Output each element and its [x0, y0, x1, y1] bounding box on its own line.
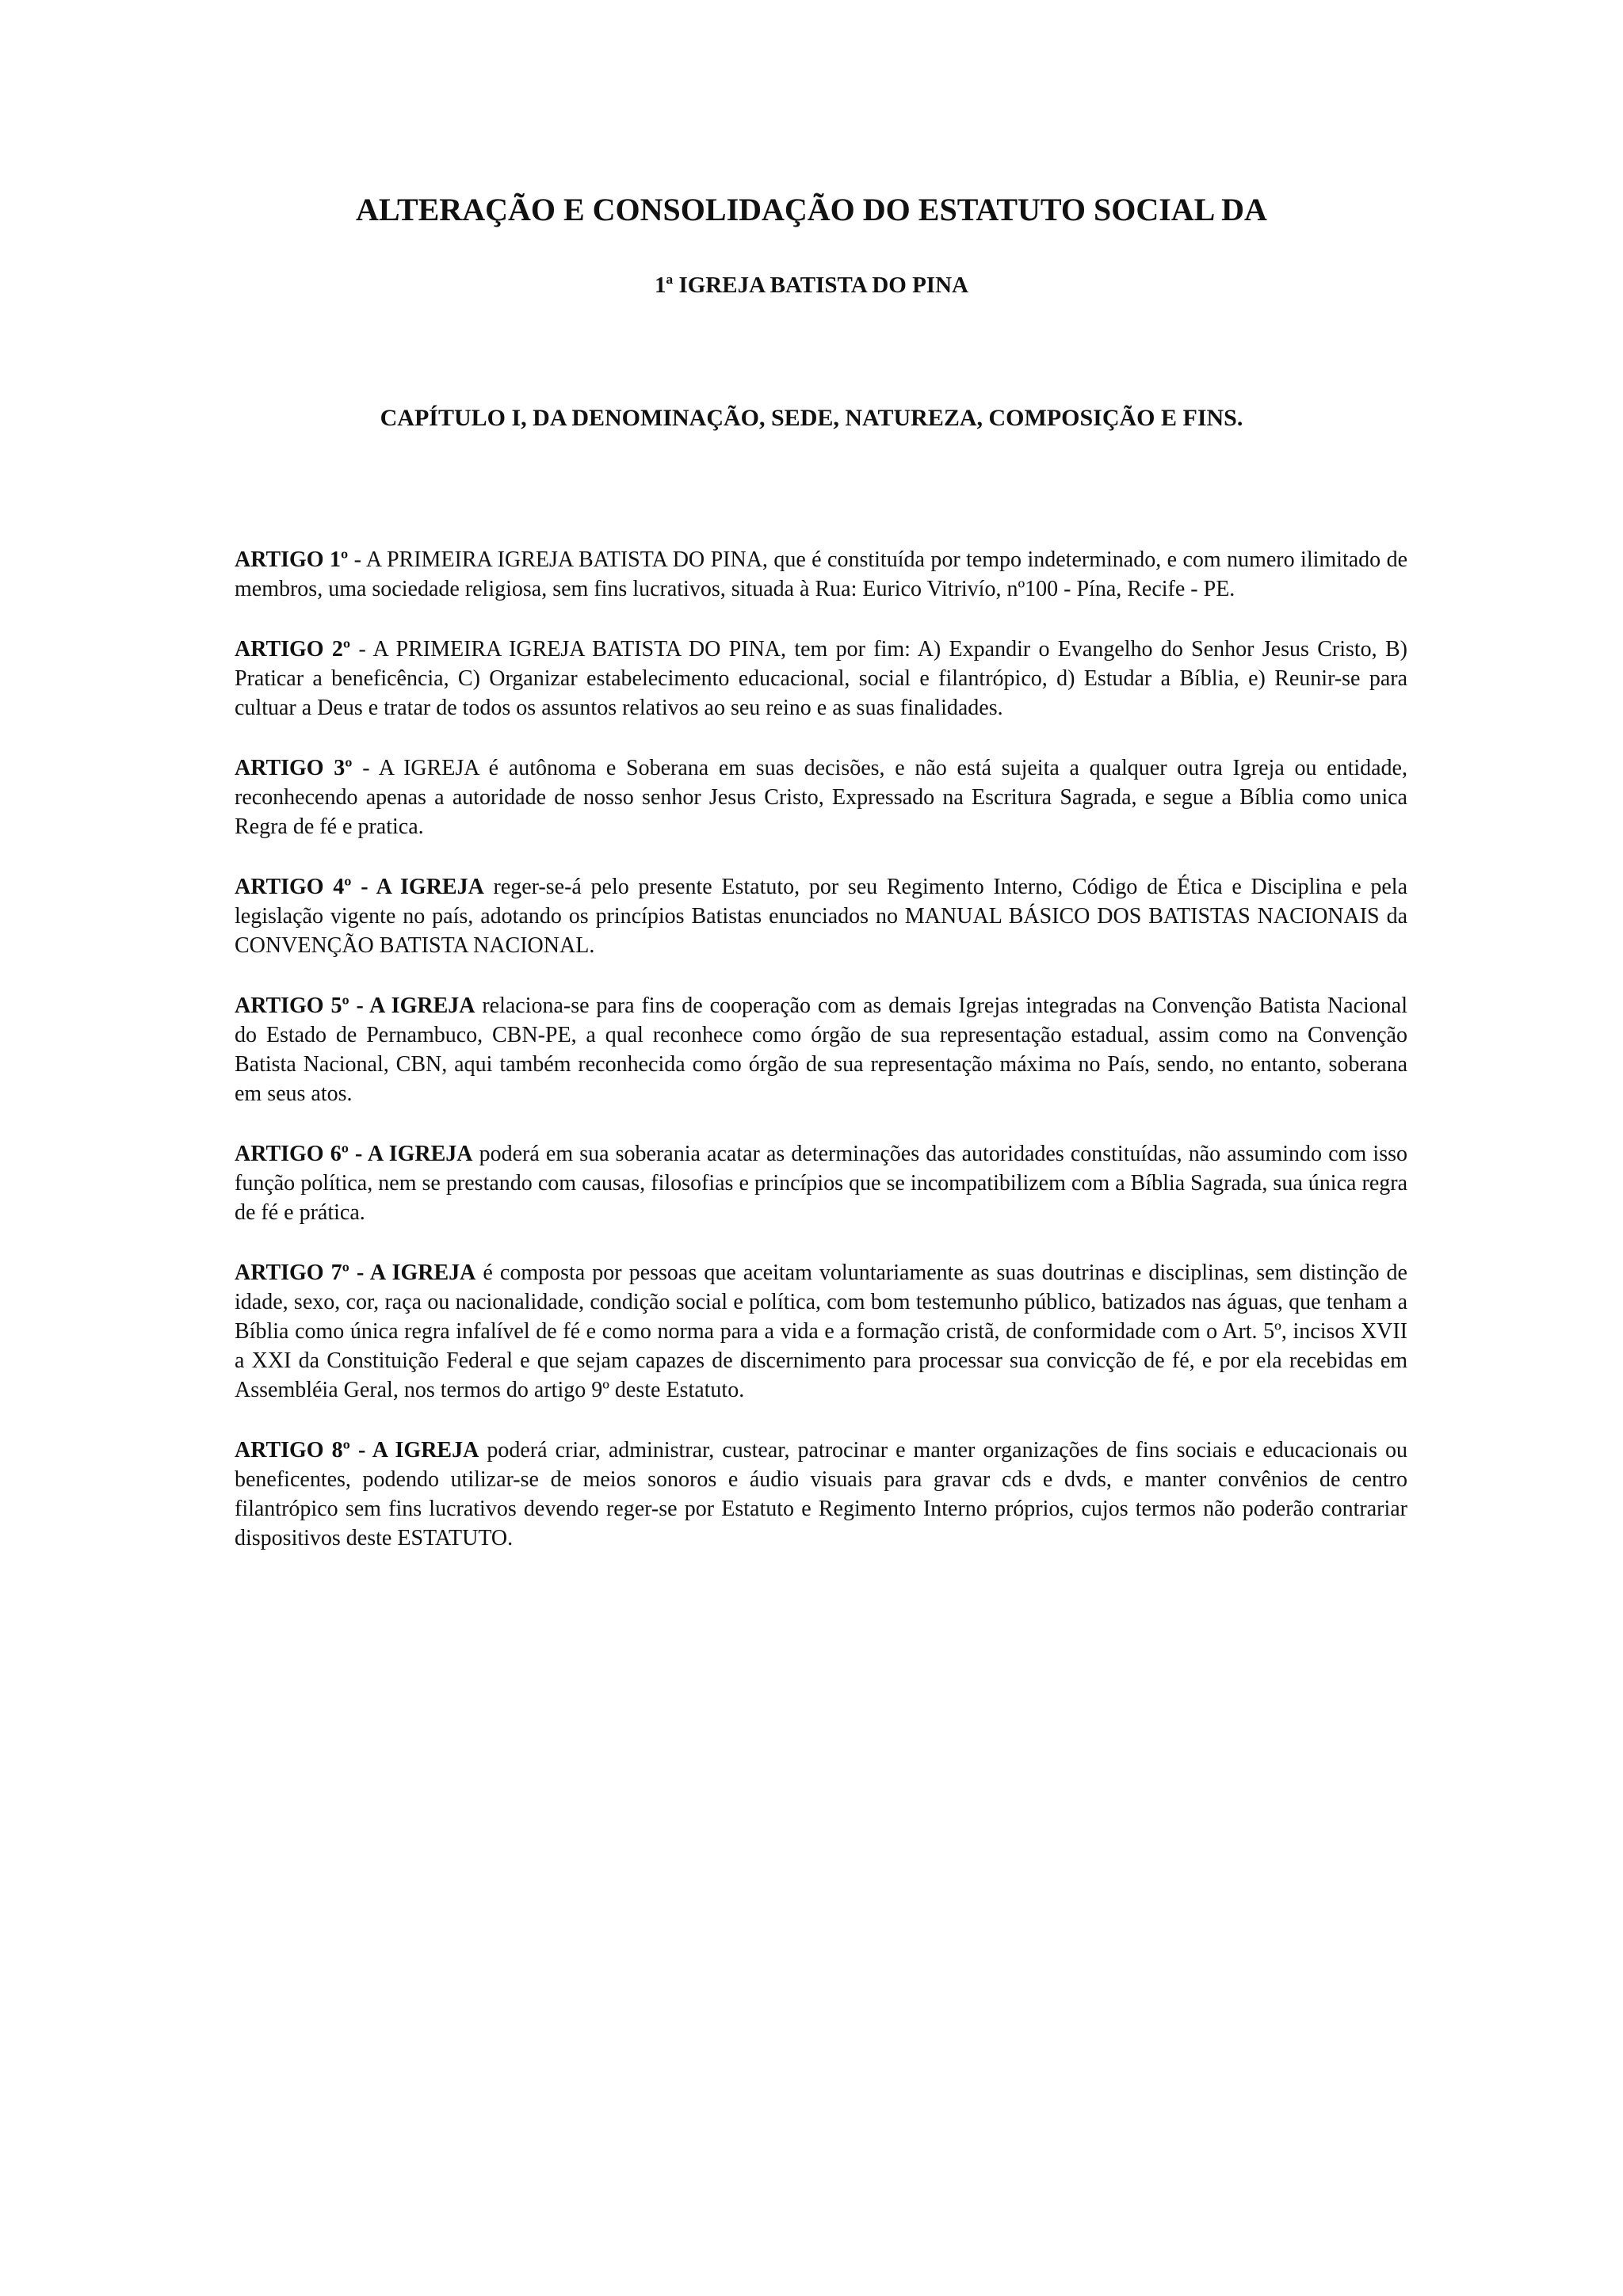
article-lead: ARTIGO 1º [235, 547, 349, 572]
article-lead: ARTIGO 8º - A IGREJA [235, 1438, 479, 1463]
article-4 [235, 872, 1407, 960]
article-1 [235, 545, 1407, 604]
article-8 [235, 1436, 1407, 1553]
article-lead: ARTIGO 5º - A IGREJA [235, 994, 475, 1018]
article-lead: ARTIGO 4º - A IGREJA [235, 875, 484, 899]
articles-list [235, 545, 1407, 1584]
document-subtitle: 1ª IGREJA BATISTA DO PINA [655, 273, 968, 298]
article-7 [235, 1258, 1407, 1405]
article-6 [235, 1139, 1407, 1227]
chapter-heading: CAPÍTULO I, DA DENOMINAÇÃO, SEDE, NATUREZA, COMPOSIÇÃO E FINS. [380, 405, 1243, 431]
article-5 [235, 991, 1407, 1108]
article-text: - A PRIMEIRA IGREJA BATISTA DO PINA, tem por fim: A) Expandir o Evangelho do Senhor Jesus Cristo, B) Praticar a beneficência, C) Organizar estabelecimento educacional, social e filantrópico, d) Estudar a Bíblia, e) Reunir-se para cultuar a Deus e tratar de todos os assuntos relativos ao seu reino e as suas finalidades. [235, 637, 1407, 720]
article-lead: ARTIGO 7º - A IGREJA [235, 1261, 476, 1285]
document-title: ALTERAÇÃO E CONSOLIDAÇÃO DO ESTATUTO SOCIAL DA [356, 192, 1267, 227]
article-2 [235, 635, 1407, 723]
article-lead: ARTIGO 6º - A IGREJA [235, 1142, 473, 1166]
article-text: relaciona-se para fins de cooperação com as demais Igrejas integradas na Convenção Batista Nacional do Estado de Pernambuco, CBN-PE, a qual reconhece como órgão de sua representação estadual, assim como na Convenção Batista Nacional, CBN, aqui também reconhecida como órgão de sua representação máxima no País, sendo, no entanto, soberana em seus atos. [235, 994, 1407, 1106]
article-text: é composta por pessoas que aceitam voluntariamente as suas doutrinas e disciplinas, sem distinção de idade, sexo, cor, raça ou nacionalidade, condição social e política, com bom testemunho público, batizados nas águas, que tenham a Bíblia como única regra infalível de fé e como norma para a vida e a formação cristã, de conformidade com o Art. 5º, incisos XVII a XXI da Constituição Federal e que sejam capazes de discernimento para processar sua convicção de fé, e por ela recebidas em Assembléia Geral, nos termos do artigo 9º deste Estatuto. [235, 1261, 1407, 1402]
article-text: - A PRIMEIRA IGREJA BATISTA DO PINA, que é constituída por tempo indeterminado, e com numero ilimitado de membros, uma sociedade religiosa, sem fins lucrativos, situada à Rua: Eurico Vitrivío, nº100 - Pína, Recife - PE. [235, 547, 1407, 601]
article-text: poderá criar, administrar, custear, patrocinar e manter organizações de fins sociais e educacionais ou beneficentes, podendo utilizar-se de meios sonoros e áudio visuais para gravar cds e dvds, e manter convênios de centro filantrópico sem fins lucrativos devendo reger-se por Estatuto e Regimento Interno próprios, cujos termos não poderão contrariar dispositivos deste ESTATUTO. [235, 1438, 1408, 1550]
article-3 [235, 753, 1407, 841]
article-lead: ARTIGO 3º [235, 756, 353, 780]
article-lead: ARTIGO 2º [235, 637, 351, 662]
article-text: poderá em sua soberania acatar as determinações das autoridades constituídas, não assumindo com isso função política, nem se prestando com causas, filosofias e princípios que se incompatibilizem com a Bíblia Sagrada, sua única regra de fé e prática. [235, 1142, 1408, 1225]
article-text: - A IGREJA é autônoma e Soberana em suas decisões, e não está sujeita a qualquer outra Igreja ou entidade, reconhecendo apenas a autoridade de nosso senhor Jesus Cristo, Expressado na Escritura Sagrada, e segue a Bíblia como unica Regra de fé e pratica. [235, 756, 1407, 839]
article-text: reger-se-á pelo presente Estatuto, por seu Regimento Interno, Código de Ética e Disciplina e pela legislação vigente no país, adotando os princípios Batistas enunciados no MANUAL BÁSICO DOS BATISTAS NACIONAIS da CONVENÇÃO BATISTA NACIONAL. [235, 875, 1408, 958]
